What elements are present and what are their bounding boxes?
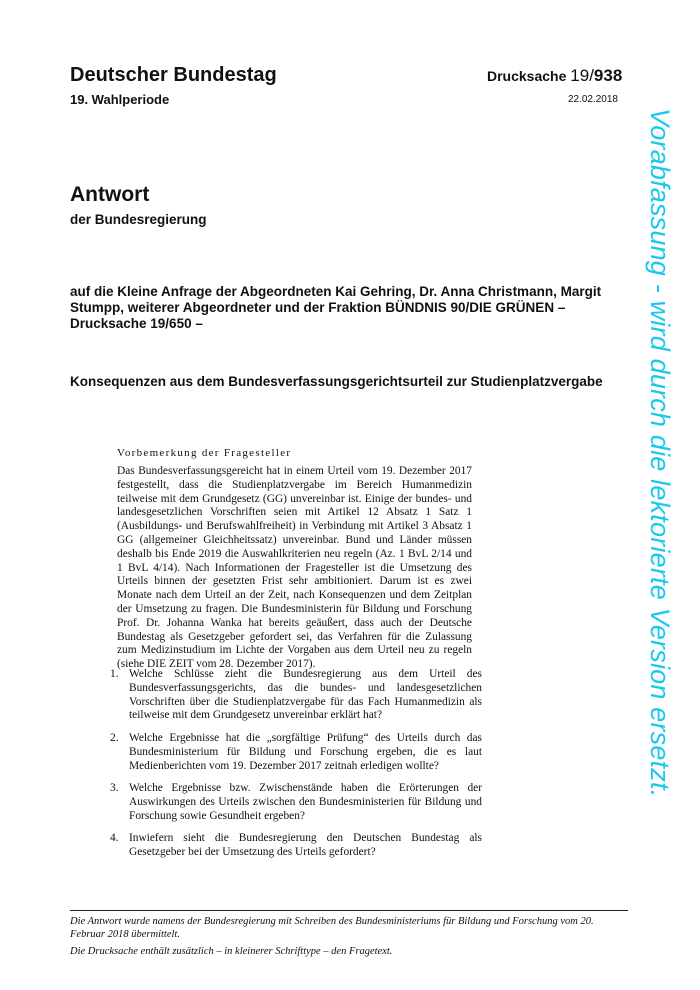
document-label: Drucksache: [487, 68, 567, 84]
question-text: Inwiefern sieht die Bundesregierung den Deutschen Bundestag als Gesetzgeber bei der Umsetzung des Urteils gefordert?: [129, 832, 482, 858]
question-text: Welche Ergebnisse hat die „sorgfältige Prüfung“ des Urteils durch das Bundesministerium für Bildung und Forschung ergeben, die es laut Medienberichten vom 19. Dezember 2017 zeitnah erledigen wollte?: [129, 732, 482, 772]
document-number-main: 938: [593, 66, 623, 85]
footer-divider: [70, 910, 628, 911]
topic-heading: Konsequenzen aus dem Bundesverfassungsgerichtsurteil zur Studienplatzvergabe: [70, 374, 603, 389]
inquiry-reference: auf die Kleine Anfrage der Abgeordneten Kai Gehring, Dr. Anna Christmann, Margit Stumpp, weiterer Abgeordneter und der Fraktion BÜNDNIS 90/DIE GRÜNEN – Drucksache 19/650 –: [70, 284, 602, 331]
question-text: Welche Ergebnisse bzw. Zwischenstände haben die Erörterungen der Auswirkungen des Urteils zwischen den Bundesministerien für Bildung und Forschung sowie Gesundheit ergeben?: [129, 782, 482, 822]
preliminary-text: Das Bundesverfassungsgereicht hat in einem Urteil vom 19. Dezember 2017 festgestellt, dass die Studienplatzvergabe im Bereich Humanmedizin teilweise mit dem Grundgesetz (GG) unvereinbar ist. Einige der bundes- und landesgesetzlichen Vorschriften seien mit Artikel 12 Absatz 1 Satz 1 (Ausbildungs- und Berufswahlfreiheit) in Verbindung mit Artikel 3 Absatz 1 GG (allgemeiner Gleichheitssatz) unvereinbar. Bund und Länder müssen deshalb bis Ende 2019 die Auswahlkriterien neu regeln (Az. 1 BvL 2/14 und 1 BvL 4/14). Nach Informationen der Fragesteller ist die Umsetzung des Urteils binnen der gesetzten Frist sehr ambitioniert. Darum ist es zwei Monate nach dem Urteil an der Zeit, nach Konsequenzen und dem Zeitplan der Umsetzung zu fragen. Die Bundesministerin für Bildung und Forschung Prof. Dr. Johanna Wanka hat bereits geäußert, dass auch der Deutsche Bundestag als Gesetzgeber gefordert sei, das Verfahren für die Zulassung zum Medizinstudium im Lichte der Vorgaben aus dem Urteil neu zu regeln (siehe DIE ZEIT vom 28. Dezember 2017).: [117, 465, 472, 671]
document-number: [487, 66, 622, 86]
footer-note-transmission: Die Antwort wurde namens der Bundesregierung mit Schreiben des Bundesministeriums für Bildung und Forschung vom 20. Februar 2018 übermittelt.: [70, 916, 594, 940]
question-number: 4.: [110, 832, 119, 844]
question-number: 2.: [110, 732, 119, 744]
page-title: Antwort: [70, 183, 150, 206]
document-number-prefix: 19/: [570, 66, 594, 85]
institution-name: Deutscher Bundestag: [70, 64, 277, 86]
document-date: 22.02.2018: [567, 94, 618, 105]
page-subtitle: der Bundesregierung: [70, 212, 207, 227]
question-text: Welche Schlüsse zieht die Bundesregierung aus dem Urteil des Bundesverfassungsgerichts, das die bundes- und landesgesetzlichen Vorschriften über die Studienplatzvergabe für das Fach Humanmedizin als teilweise mit dem Grundgesetz unvereinbar erklärt hat?: [129, 668, 482, 722]
preliminary-heading: Vorbemerkung der Fragesteller: [117, 447, 292, 459]
question-number: 3.: [110, 782, 119, 794]
footer-note-fonttype: Die Drucksache enthält zusätzlich – in kleinerer Schrifttype – den Fragetext.: [70, 946, 393, 957]
electoral-period: 19. Wahlperiode: [70, 92, 170, 107]
question-number: 1.: [110, 668, 119, 680]
draft-watermark: Vorabfassung - wird durch die lektorierte Version ersetzt.: [645, 108, 675, 798]
